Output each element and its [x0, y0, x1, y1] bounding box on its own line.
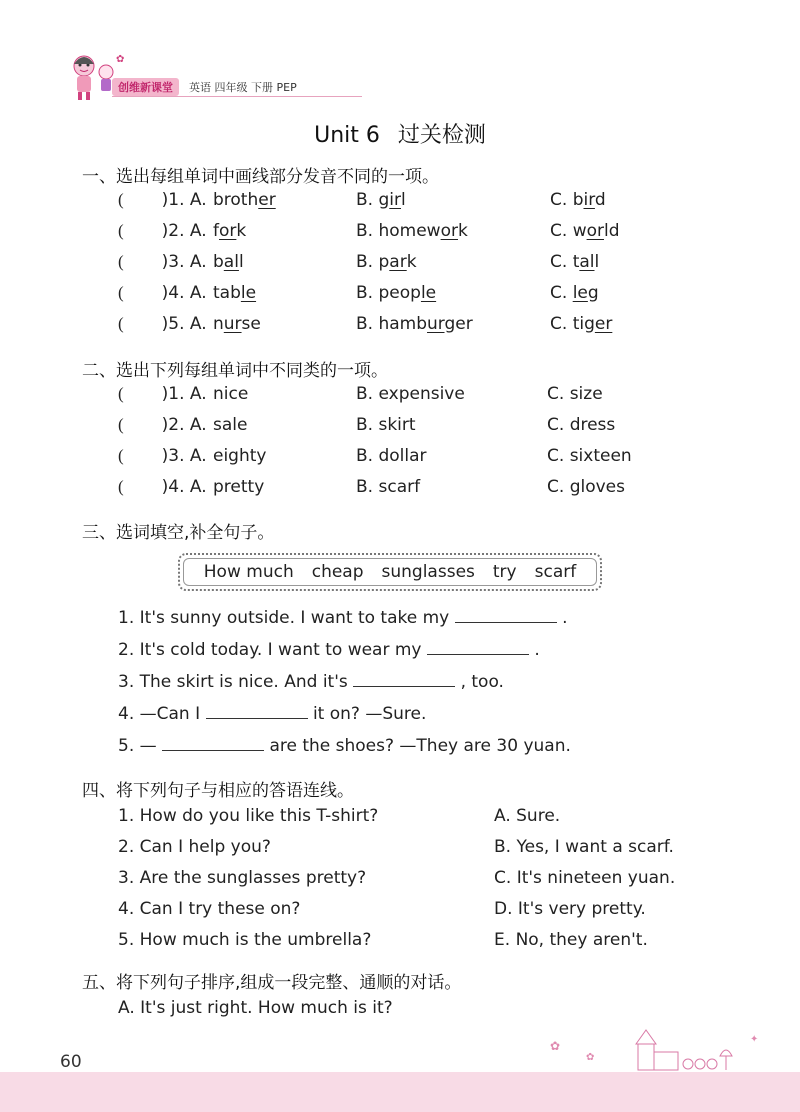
option-word: nice [213, 384, 249, 404]
option-a [213, 415, 247, 435]
option-word: eighty [213, 446, 267, 466]
unit-label: Unit 6 [314, 123, 380, 148]
option-word: scarf [378, 477, 421, 497]
underlined-part: le [240, 283, 257, 303]
option-c [550, 252, 599, 272]
question-number: )3. A. [161, 446, 207, 466]
fill-sentence [118, 640, 738, 664]
word-bank [178, 553, 602, 591]
option-letter: C. [550, 314, 573, 334]
answer-slot[interactable] [118, 477, 207, 497]
answer-paren: ( [118, 477, 124, 496]
underlined-part: or [586, 221, 604, 241]
page-number: 60 [60, 1052, 82, 1072]
castle-decoration-icon [550, 1022, 780, 1074]
option-a [213, 446, 266, 466]
word-bank-item: How much [203, 562, 294, 582]
item-text: It's very pretty. [517, 899, 646, 919]
option-letter: B. [356, 314, 379, 334]
item-number: 2. [118, 837, 135, 857]
fill-blank[interactable] [455, 608, 557, 623]
match-answer[interactable] [494, 930, 648, 950]
option-letter: B. [356, 384, 379, 404]
option-word: pretty [213, 477, 265, 497]
question-number: )4. A. [161, 477, 207, 497]
option-letter: C. [547, 446, 570, 466]
word-part: k [236, 221, 247, 241]
item-text: Can I try these on? [139, 899, 301, 919]
underlined-part: er [594, 314, 613, 334]
option-b [356, 221, 468, 241]
underlined-part: or [440, 221, 458, 241]
option-word: dress [569, 415, 616, 435]
fill-blank[interactable] [206, 704, 308, 719]
word-part: k [406, 252, 417, 272]
book-info: 英语 四年级 下册 PEP [189, 81, 297, 94]
fill-blank[interactable] [162, 736, 264, 751]
sentence-text: , too. [460, 672, 504, 692]
word-part: hamb [378, 314, 428, 334]
item-number: B. [494, 837, 512, 857]
question-number: )3. A. [161, 252, 207, 272]
item-text: It's nineteen yuan. [516, 868, 676, 888]
sentence-text: . [534, 640, 540, 660]
option-letter: B. [356, 446, 379, 466]
item-number: D. [494, 899, 513, 919]
question-row [118, 190, 738, 214]
option-word: gloves [569, 477, 625, 497]
order-item [118, 998, 738, 1022]
word-bank-item: sunglasses [381, 562, 475, 582]
word-part: tab [213, 283, 241, 303]
answer-slot[interactable] [118, 415, 207, 435]
question-number: )4. A. [161, 283, 207, 303]
option-b [356, 283, 436, 303]
svg-text:✿: ✿ [586, 1052, 595, 1063]
option-c [550, 283, 599, 303]
option-word: skirt [378, 415, 416, 435]
option-word: sixteen [569, 446, 632, 466]
option-a [213, 384, 248, 404]
word-part: se [241, 314, 261, 334]
sentence-number: 2. [118, 640, 135, 660]
section4-heading: 四、将下列句子与相应的答语连线。 [82, 781, 354, 801]
word-part: n [213, 314, 224, 334]
section5-heading: 五、将下列句子排序,组成一段完整、通顺的对话。 [82, 973, 462, 993]
question-number: )2. A. [161, 221, 207, 241]
option-b [356, 477, 420, 497]
section2-heading: 二、选出下列每组单词中不同类的一项。 [82, 361, 388, 381]
question-row [118, 314, 738, 338]
answer-slot[interactable] [118, 384, 207, 404]
sentence-text: it on? —Sure. [312, 704, 427, 724]
underlined-part: er [258, 190, 276, 210]
word-part: k [457, 221, 468, 241]
option-c [550, 190, 606, 210]
item-text: Can I help you? [139, 837, 271, 857]
answer-slot[interactable] [118, 446, 207, 466]
page-title [0, 118, 800, 149]
option-c [547, 415, 615, 435]
sentence-number: 1. [118, 608, 135, 628]
option-word: size [569, 384, 603, 404]
fill-blank[interactable] [427, 640, 529, 655]
word-bank-item: try [492, 562, 517, 582]
word-part: w [572, 221, 587, 241]
underlined-part: al [579, 252, 595, 272]
option-letter: B. [356, 415, 379, 435]
svg-text:✿: ✿ [550, 1039, 561, 1053]
item-text: How much is the umbrella? [139, 930, 372, 950]
option-letter: B. [356, 221, 379, 241]
option-b [356, 190, 406, 210]
item-number: 3. [118, 868, 135, 888]
match-row [118, 868, 738, 892]
option-word: sale [213, 415, 248, 435]
answer-paren: ( [118, 283, 124, 302]
option-letter: C. [547, 477, 570, 497]
underlined-part: ir [389, 190, 401, 210]
answer-slot[interactable] [118, 190, 207, 210]
word-part: t [572, 252, 580, 272]
answer-paren: ( [118, 446, 124, 465]
item-text: Are the sunglasses pretty? [139, 868, 367, 888]
fill-sentence [118, 672, 738, 696]
header-divider [112, 96, 362, 97]
question-row [118, 283, 738, 307]
word-bank-item: scarf [534, 562, 577, 582]
option-letter: B. [356, 477, 379, 497]
answer-slot[interactable] [118, 221, 207, 241]
option-letter: C. [547, 415, 570, 435]
underlined-part: le [420, 283, 437, 303]
option-letter: B. [356, 190, 379, 210]
sentence-text: —Can I [139, 704, 201, 724]
word-part: g [587, 283, 599, 303]
word-part: ld [603, 221, 620, 241]
unit-name: 过关检测 [397, 123, 486, 148]
answer-paren: ( [118, 314, 124, 333]
word-part: d [594, 190, 606, 210]
question-number: )5. A. [161, 314, 207, 334]
match-answer[interactable] [494, 837, 674, 857]
option-letter: C. [547, 384, 570, 404]
item-number: A. [494, 806, 511, 826]
answer-paren: ( [118, 190, 124, 209]
item-text: It's just right. How much is it? [140, 998, 393, 1018]
word-part: p [378, 252, 390, 272]
word-part: l [594, 252, 600, 272]
word-part: homew [378, 221, 441, 241]
match-row [118, 899, 738, 923]
match-answer[interactable] [494, 899, 646, 919]
option-b [356, 384, 465, 404]
section3-heading: 三、选词填空,补全句子。 [82, 523, 275, 543]
sentence-text: . [562, 608, 568, 628]
word-part: ger [444, 314, 473, 334]
option-b [356, 252, 417, 272]
item-text: How do you like this T-shirt? [139, 806, 379, 826]
answer-paren: ( [118, 252, 124, 271]
option-c [547, 446, 632, 466]
question-number: )2. A. [161, 415, 207, 435]
question-row [118, 252, 738, 276]
match-row [118, 806, 738, 830]
option-a [213, 477, 264, 497]
option-b [356, 314, 473, 334]
item-text: Sure. [516, 806, 561, 826]
sentence-text: It's cold today. I want to wear my [139, 640, 422, 660]
answer-paren: ( [118, 384, 124, 403]
option-c [547, 477, 625, 497]
sentence-text: are the shoes? —They are 30 yuan. [269, 736, 571, 756]
item-text: Yes, I want a scarf. [516, 837, 674, 857]
option-letter: C. [550, 190, 573, 210]
question-number: )1. A. [161, 384, 207, 404]
option-letter: C. [550, 221, 573, 241]
word-part: l [238, 252, 244, 272]
item-number: 1. [118, 806, 135, 826]
underlined-part: al [223, 252, 239, 272]
word-part: tig [572, 314, 595, 334]
match-row [118, 930, 738, 954]
word-part: b [572, 190, 584, 210]
word-part: f [213, 221, 219, 241]
option-letter: C. [550, 252, 573, 272]
question-row [118, 415, 738, 439]
question-row [118, 384, 738, 408]
item-text: No, they aren't. [515, 930, 648, 950]
option-c [547, 384, 603, 404]
match-question[interactable] [118, 868, 366, 888]
sentence-text: — [139, 736, 157, 756]
sentence-number: 4. [118, 704, 135, 724]
question-row [118, 446, 738, 470]
word-part: l [401, 190, 406, 210]
match-answer[interactable] [494, 806, 560, 826]
option-a [213, 252, 244, 272]
header-bar [112, 78, 297, 96]
item-number: E. [494, 930, 511, 950]
sentence-number: 3. [118, 672, 135, 692]
fill-blank[interactable] [353, 672, 455, 687]
underlined-part: ir [583, 190, 595, 210]
match-answer[interactable] [494, 868, 675, 888]
underlined-part: ur [427, 314, 445, 334]
answer-slot[interactable] [118, 314, 207, 334]
word-bank-item: cheap [311, 562, 364, 582]
option-letter: B. [356, 252, 379, 272]
svg-text:✿: ✿ [116, 54, 125, 65]
answer-paren: ( [118, 221, 124, 240]
match-question[interactable] [118, 899, 300, 919]
underlined-part: le [572, 283, 588, 303]
option-letter: C. [550, 283, 573, 303]
word-part: broth [213, 190, 259, 210]
match-question[interactable] [118, 837, 271, 857]
sentence-text: It's sunny outside. I want to take my [139, 608, 450, 628]
word-part: g [378, 190, 390, 210]
option-b [356, 446, 427, 466]
question-row [118, 477, 738, 501]
svg-text:✦: ✦ [750, 1034, 759, 1045]
option-b [356, 415, 416, 435]
question-number: )1. A. [161, 190, 207, 210]
answer-slot[interactable] [118, 283, 207, 303]
match-row [118, 837, 738, 861]
item-number: 5. [118, 930, 135, 950]
option-word: expensive [378, 384, 465, 404]
option-a [213, 314, 261, 334]
word-part: peop [378, 283, 421, 303]
fill-sentence [118, 608, 738, 632]
option-letter: B. [356, 283, 379, 303]
option-a [213, 283, 256, 303]
underlined-part: ur [223, 314, 242, 334]
word-part: b [213, 252, 224, 272]
answer-paren: ( [118, 415, 124, 434]
item-number: C. [494, 868, 512, 888]
answer-slot[interactable] [118, 252, 207, 272]
underlined-part: or [219, 221, 237, 241]
sentence-number: 5. [118, 736, 135, 756]
underlined-part: ar [389, 252, 407, 272]
fill-sentence [118, 704, 738, 728]
item-letter: A. [118, 998, 135, 1018]
brand-name: 创维新课堂 [112, 78, 179, 96]
question-row [118, 221, 738, 245]
sentence-text: The skirt is nice. And it's [139, 672, 348, 692]
match-question[interactable] [118, 930, 371, 950]
option-c [550, 221, 620, 241]
option-a [213, 190, 276, 210]
option-c [550, 314, 612, 334]
footer-band [0, 1072, 800, 1112]
fill-sentence [118, 736, 738, 760]
item-number: 4. [118, 899, 135, 919]
section1-heading: 一、选出每组单词中画线部分发音不同的一项。 [82, 167, 439, 187]
match-question[interactable] [118, 806, 378, 826]
option-word: dollar [378, 446, 427, 466]
option-a [213, 221, 246, 241]
